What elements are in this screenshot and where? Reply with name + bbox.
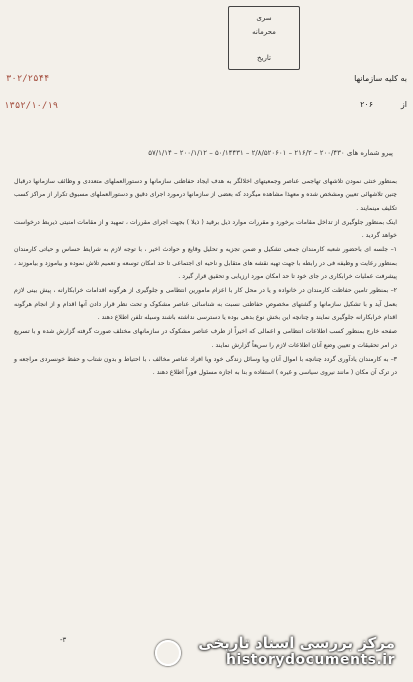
- stamp-line-2: محرمانه: [252, 28, 276, 36]
- classification-stamp: [228, 6, 300, 70]
- letter-body: [14, 175, 397, 380]
- document-number: ۳۰۲/۲۵۴۴: [6, 74, 50, 84]
- archive-logo-icon: [155, 640, 181, 666]
- watermark: [165, 634, 395, 668]
- paragraph-2-cont: صفحه خارج بمنظور کسب اطلاعات انتظامی و اعمالی که اخیراً از طرف عناصر مشکوک در سازمانهای مختلف صورت گرفته گزارش شده و با تسریع در امر تحقیقات و تعیین وضع آنان اطلاعات لازم را سریعاً گزارش نمایند .: [14, 328, 397, 349]
- document-date: ۱۳۵۲/۱۰/۱۹: [4, 101, 59, 111]
- from-value: ۲۰۶: [360, 100, 373, 109]
- watermark-en: historydocuments.ir: [226, 652, 395, 668]
- reference-line: پیرو شماره های ۲۰۰/۴۳۰ – ۲۱۶/۲ – ۲/۸/۵۲۰۶۰۱ – ۵۰/۱۴۴۳۱ – ۲۰۰/۱/۱۲ – ۵۷/۱/۱۴: [148, 149, 393, 157]
- addressee-line: به کلیه سازمانها: [354, 74, 407, 83]
- stamp-line-3: [237, 41, 291, 51]
- stamp-line-4: تاریخ: [257, 54, 271, 62]
- watermark-fa: مرکز بررسی اسناد تاریخی: [198, 634, 395, 652]
- page-number: -۳: [60, 636, 67, 644]
- paragraph-2: ۲– بمنظور تامین حفاظت کارمندان در خانواده و یا در محل کار با اعزام مامورین انتظامی و جلوگیری از هرگونه اقدامات خرابکارانه ، پیش بینی لازم بعمل آید و با تشکیل سازمانها و گشتهای مخصوص حفاظتی نسبت به شناسائی عناصر مشکوک و تحت نظر قرار دادن آنها اقدام و از انجام هرگونه اقدام خرابکارانه جلوگیری نمایند و چنانچه این بخش نوع بدهی بوده یا دسترسی نداشته باشند وسیله تلفن اطلاع دهند .: [14, 287, 397, 321]
- stamp-line-1: سری: [256, 14, 272, 22]
- paragraph-1: ۱– جلسه ای باحضور شعبه کارمندان جمعی تشکیل و ضمن تجزیه و تحلیل وقایع و حوادث اخیر ، با توجه لازم به شرایط حساس و حیاتی کارمندان بمنظور رعایت و وظیفه فی در رابطه با جهت تهیه نقشه های متقابل و ناحیه ای اجتماعی تا حد امکان توسعه و تعمیم تلاش نموده و بیاموزد و بیاموزند ، پیشرفت عملیات خرابکاری در جای خود تا حد امکان مورد ارزیابی و تحقیق قرار گیرد .: [14, 246, 397, 281]
- paragraph-3: ۳– به کارمندان یادآوری گردد چنانچه با اموال آنان ویا وسائل زندگی خود ویا افراد عناصر مخالف ، با احتیاط و بدون شتاب و حفظ خونسردی مراجعه و در ترک آن مکان ( مانند نیروی سیاسی و غیره ) استفاده و بنا به اجازه مسئول فوراً اطلاع دهند .: [14, 355, 397, 377]
- from-label: از: [400, 100, 407, 109]
- paragraph-intro: بمنظور خنثی نمودن تلاشهای تهاجمی عناصر وجمعیتهای اخلالگر به هدف ایجاد حفاظتی سازمانها و دستورالعملهای متعددی و وظائف سازمانها درقبال چنین تلاشهائی تعیین ومشخص شده و معهذا مشاهده میگردد که بعضی از سازمانها درمورد اجرای دقیق و دستورالعملهای مسبوق تکرار از مراکز کسب تکلیف مینمایند .: [14, 178, 397, 212]
- paragraph-instruction: اینک بمنظور جلوگیری از تداخل مقامات برخورد و مقررات موارد ذیل برقید ( ذیلا ) بجهت اجرای مقررات ، تمهید و از مقامات امنیتی ذیربط درخواست خواهد گردید .: [14, 218, 397, 240]
